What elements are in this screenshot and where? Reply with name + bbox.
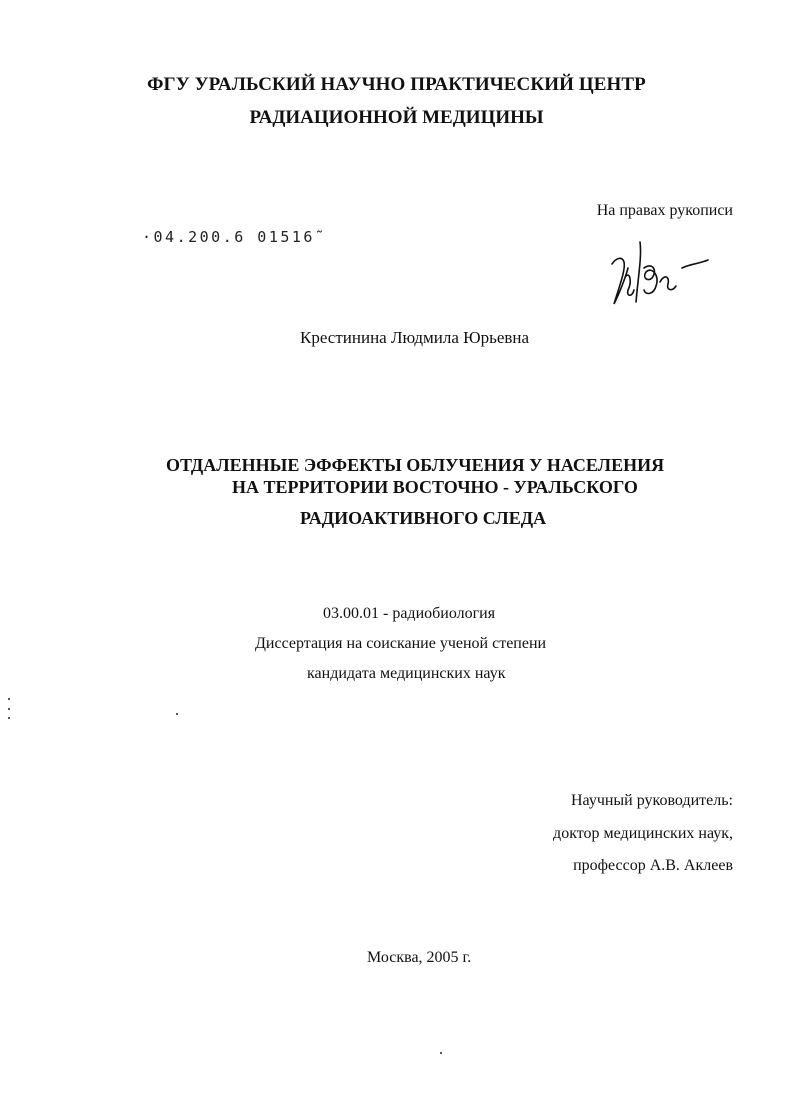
stamp-mark-left: · xyxy=(142,228,154,246)
title-line-2: НА ТЕРРИТОРИИ ВОСТОЧНО - УРАЛЬСКОГО xyxy=(232,477,638,497)
organization-line-1: ФГУ УРАЛЬСКИЙ НАУЧНО ПРАКТИЧЕСКИЙ ЦЕНТР xyxy=(147,74,646,95)
supervisor-name: профессор А.В. Аклеев xyxy=(573,857,733,874)
signature-icon xyxy=(606,232,716,314)
stamp-mark-right: ˜ xyxy=(314,228,327,246)
supervisor-degree: доктор медицинских наук, xyxy=(553,825,733,842)
place-year: Москва, 2005 г. xyxy=(367,949,472,966)
dissertation-line-1: Диссертация на соискание ученой степени xyxy=(255,635,547,652)
dissertation-line-2: кандидата медицинских наук xyxy=(307,665,506,682)
registration-stamp xyxy=(142,228,327,246)
scan-speck xyxy=(8,717,10,719)
scan-speck xyxy=(440,1052,442,1054)
title-line-1: ОТДАЛЕННЫЕ ЭФФЕКТЫ ОБЛУЧЕНИЯ У НАСЕЛЕНИЯ xyxy=(166,455,665,475)
supervisor-label: Научный руководитель: xyxy=(570,792,733,809)
author-name: Крестинина Людмила Юрьевна xyxy=(300,328,530,347)
scan-speck xyxy=(8,708,10,710)
scan-speck xyxy=(176,713,178,715)
specialty-code: 03.00.01 - радиобиология xyxy=(323,605,496,622)
registration-number: 04.200.6 01516 xyxy=(153,228,315,246)
scan-speck xyxy=(8,698,10,700)
manuscript-note: На правах рукописи xyxy=(596,202,733,219)
title-line-3: РАДИОАКТИВНОГО СЛЕДА xyxy=(300,508,547,528)
organization-line-2: РАДИАЦИОННОЙ МЕДИЦИНЫ xyxy=(249,107,544,128)
